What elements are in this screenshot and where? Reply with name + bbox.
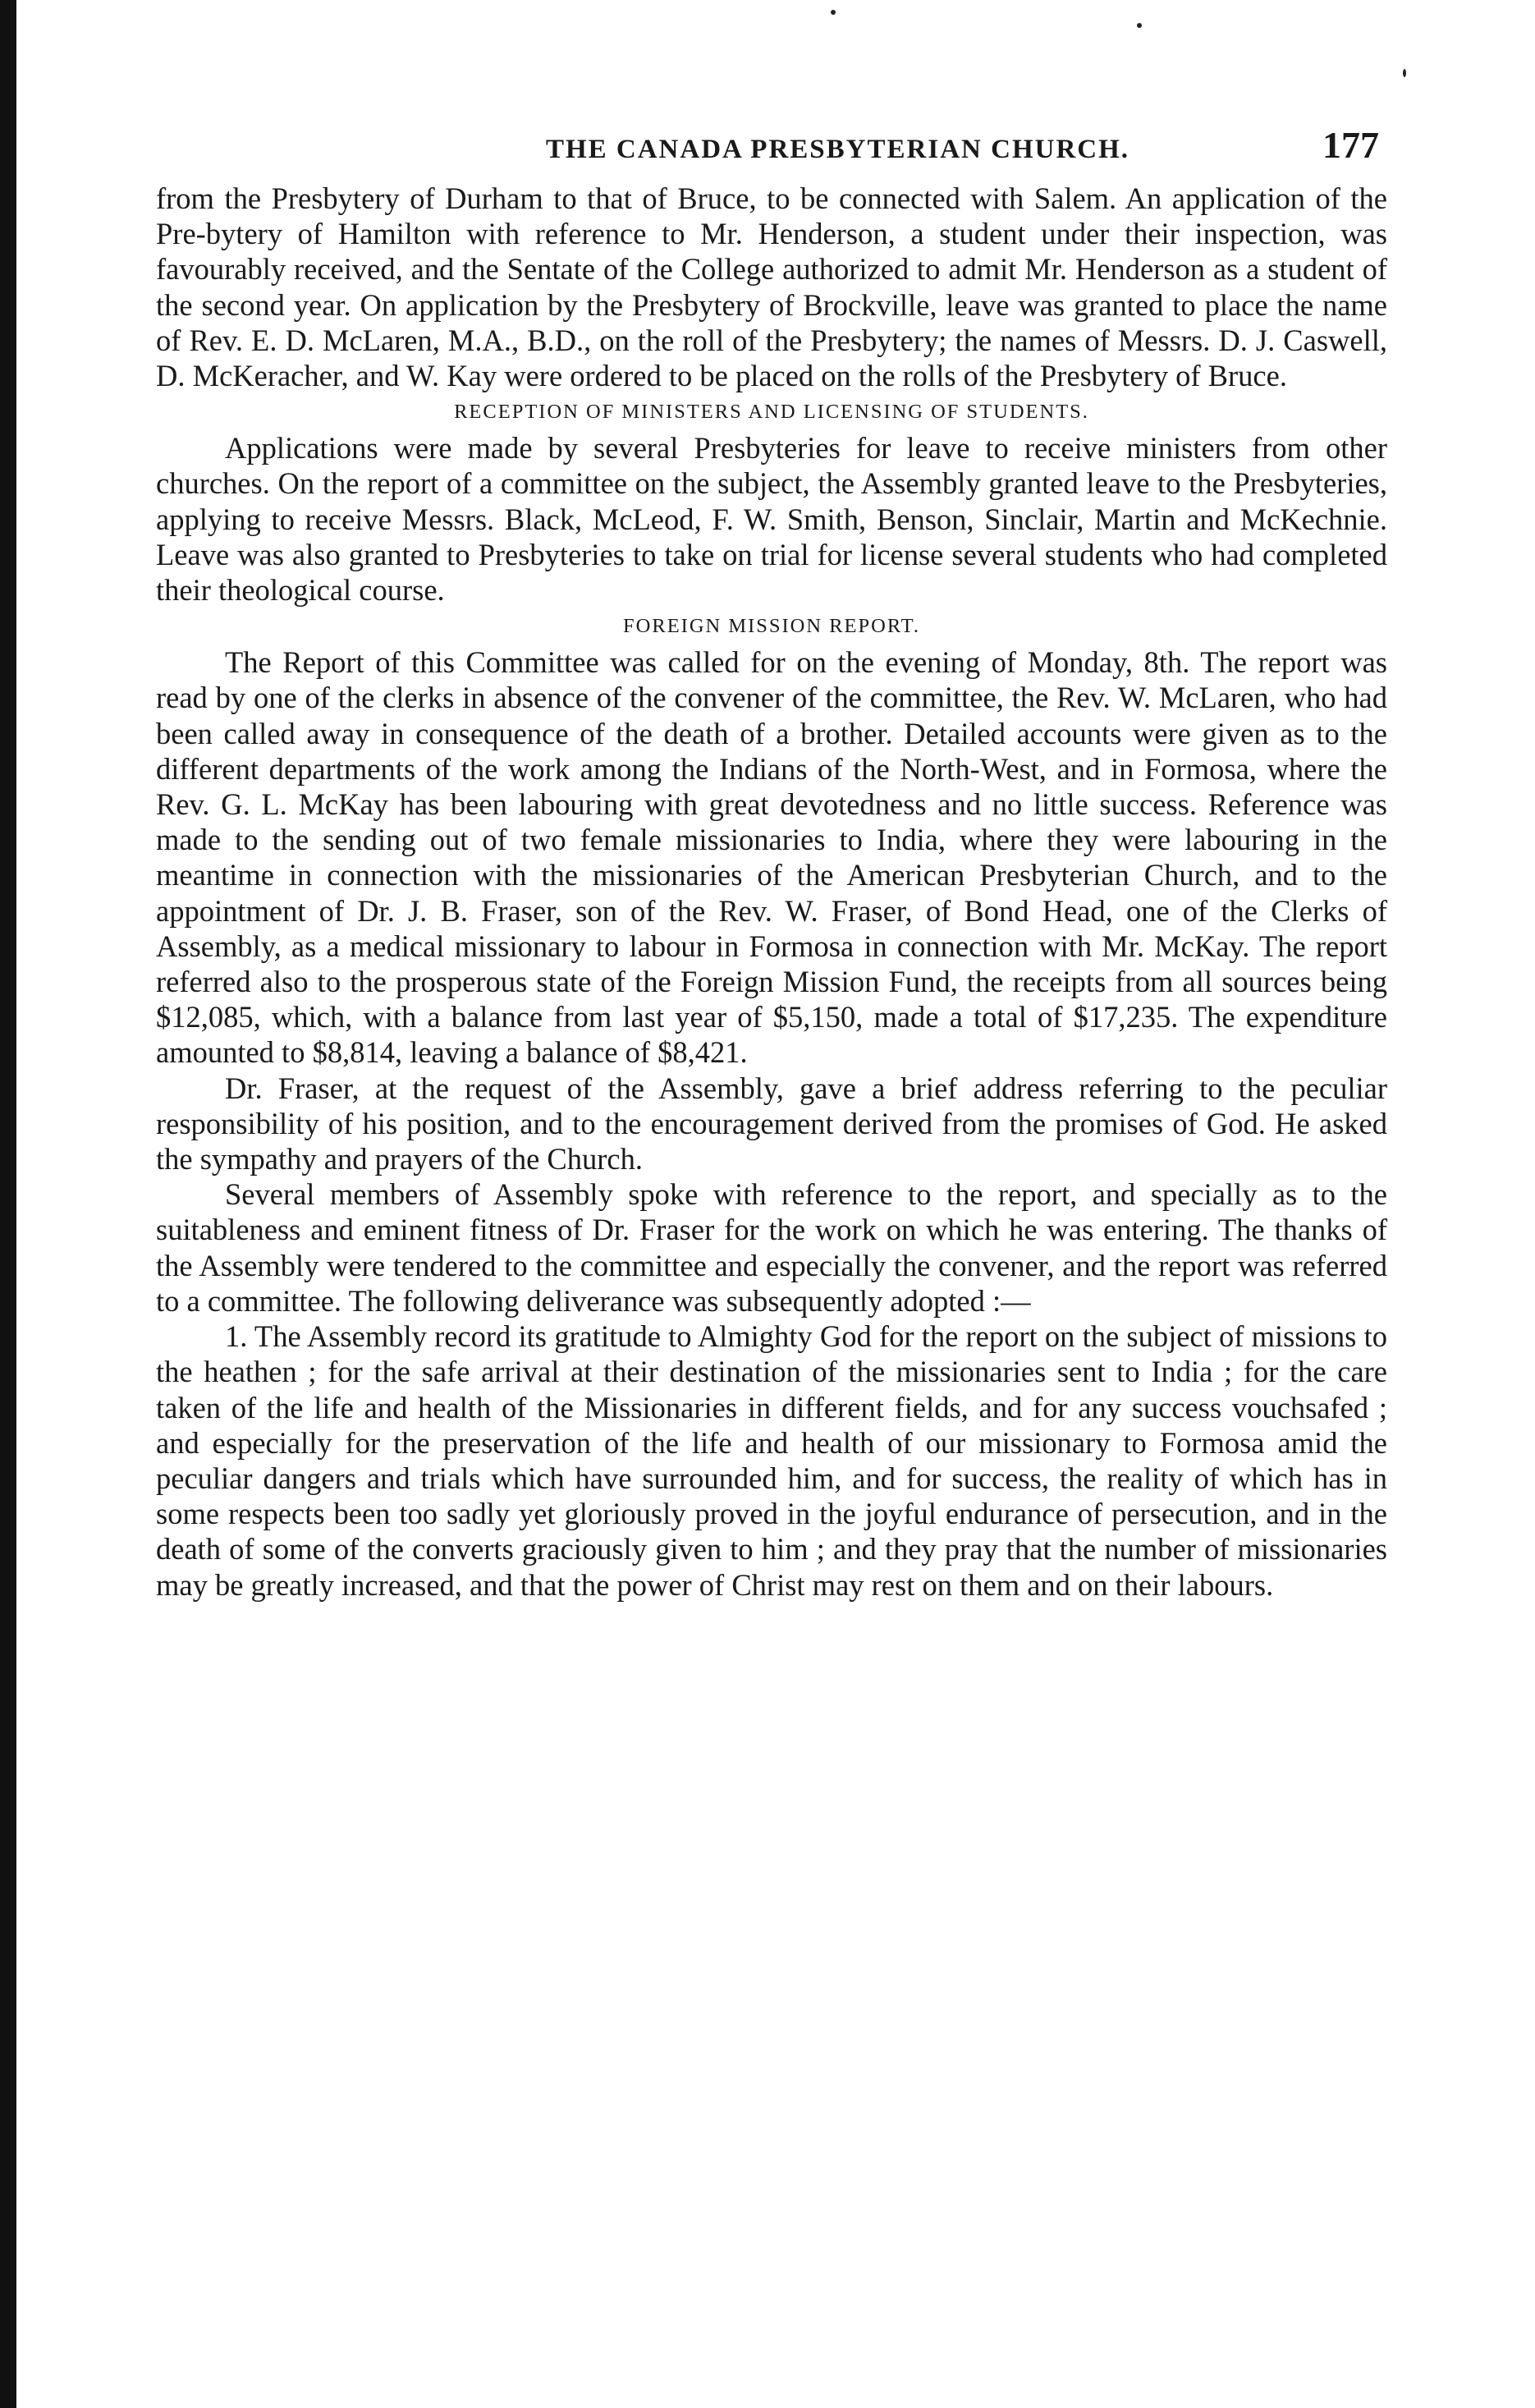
- paragraph-deliverance-item-1: 1. The Assembly record its gratitude to Almighty God for the report on the subject of missions to the heathen ; for the safe arrival at their destination of the missionaries sent to India ; for the care taken of the life and health of the Missionaries in different fields, and for any success vouchsafed ; and especially for the preservation of the life and health of our missionary to Formosa amid the peculiar dangers and trials which have surrounded him, and for success, the reality of which has in some respects been too sadly yet gloriously proved in the joyful endurance of persecution, and in the death of some of the converts graciously given to him ; and they pray that the number of missionaries may be greatly increased, and that the power of Christ may rest on them and on their labours.: [156, 1319, 1387, 1602]
- binding-edge: [0, 0, 16, 2408]
- scan-speck: [1403, 69, 1406, 77]
- page-number: 177: [1322, 124, 1379, 166]
- paragraph-assembly-members: Several members of Assembly spoke with reference to the report, and specially as to the suitableness and eminent fitness of Dr. Fraser for the work on which he was entering. The thanks of the Assembly were tendered to the committee and especially the convener, and the report was referred to a committee. The following deliverance was subsequently adopted :—: [156, 1177, 1387, 1318]
- paragraph-reception-of-ministers: Applications were made by several Presbyteries for leave to receive ministers from other churches. On the report of a committee on the subject, the Assembly granted leave to the Presbyteries, applying to receive Messrs. Black, McLeod, F. W. Smith, Benson, Sinclair, Martin and McKechnie. Leave was also granted to Presbyteries to take on trial for license several students who had completed their theological course.: [156, 431, 1387, 608]
- scan-speck: [831, 10, 836, 15]
- section-heading-reception: RECEPTION OF MINISTERS AND LICENSING OF STUDENTS.: [454, 401, 1089, 424]
- section-heading-foreign-mission: FOREIGN MISSION REPORT.: [623, 615, 920, 638]
- running-header: [156, 123, 1387, 181]
- book-page: [156, 123, 1387, 1603]
- paragraph-presbytery-transfers: from the Presbytery of Durham to that of Bruce, to be connected with Salem. An application of the Pre-bytery of Hamilton with reference to Mr. Henderson, a student under their inspection, was favourably received, and the Sentate of the College authorized to admit Mr. Henderson as a student of the second year. On application by the Presbytery of Brockville, leave was granted to place the name of Rev. E. D. McLaren, M.A., B.D., on the roll of the Presbytery; the names of Messrs. D. J. Caswell, D. McKeracher, and W. Kay were ordered to be placed on the rolls of the Presbytery of Bruce.: [156, 181, 1387, 393]
- body-text: [156, 181, 1387, 1603]
- running-title: THE CANADA PRESBYTERIAN CHURCH.: [545, 135, 1130, 164]
- scan-speck: [1137, 23, 1142, 28]
- paragraph-dr-fraser-address: Dr. Fraser, at the request of the Assembly, gave a brief address referring to the peculiar responsibility of his position, and to the encouragement derived from the promises of God. He asked the sympathy and prayers of the Church.: [156, 1071, 1387, 1176]
- paragraph-foreign-mission-report: The Report of this Committee was called for on the evening of Monday, 8th. The report was read by one of the clerks in absence of the convener of the committee, the Rev. W. McLaren, who had been called away in consequence of the death of a brother. Detailed accounts were given as to the different departments of the work among the Indians of the North-West, and in Formosa, where the Rev. G. L. McKay has been labouring with great devotedness and no little success. Reference was made to the sending out of two female missionaries to India, where they were labouring in the meantime in connection with the missionaries of the American Presbyterian Church, and to the appointment of Dr. J. B. Fraser, son of the Rev. W. Fraser, of Bond Head, one of the Clerks of Assembly, as a medical missionary to labour in Formosa in connection with Mr. McKay. The report referred also to the prosperous state of the Foreign Mission Fund, the receipts from all sources being $12,085, which, with a balance from last year of $5,150, made a total of $17,235. The expenditure amounted to $8,814, leaving a balance of $8,421.: [156, 645, 1387, 1070]
